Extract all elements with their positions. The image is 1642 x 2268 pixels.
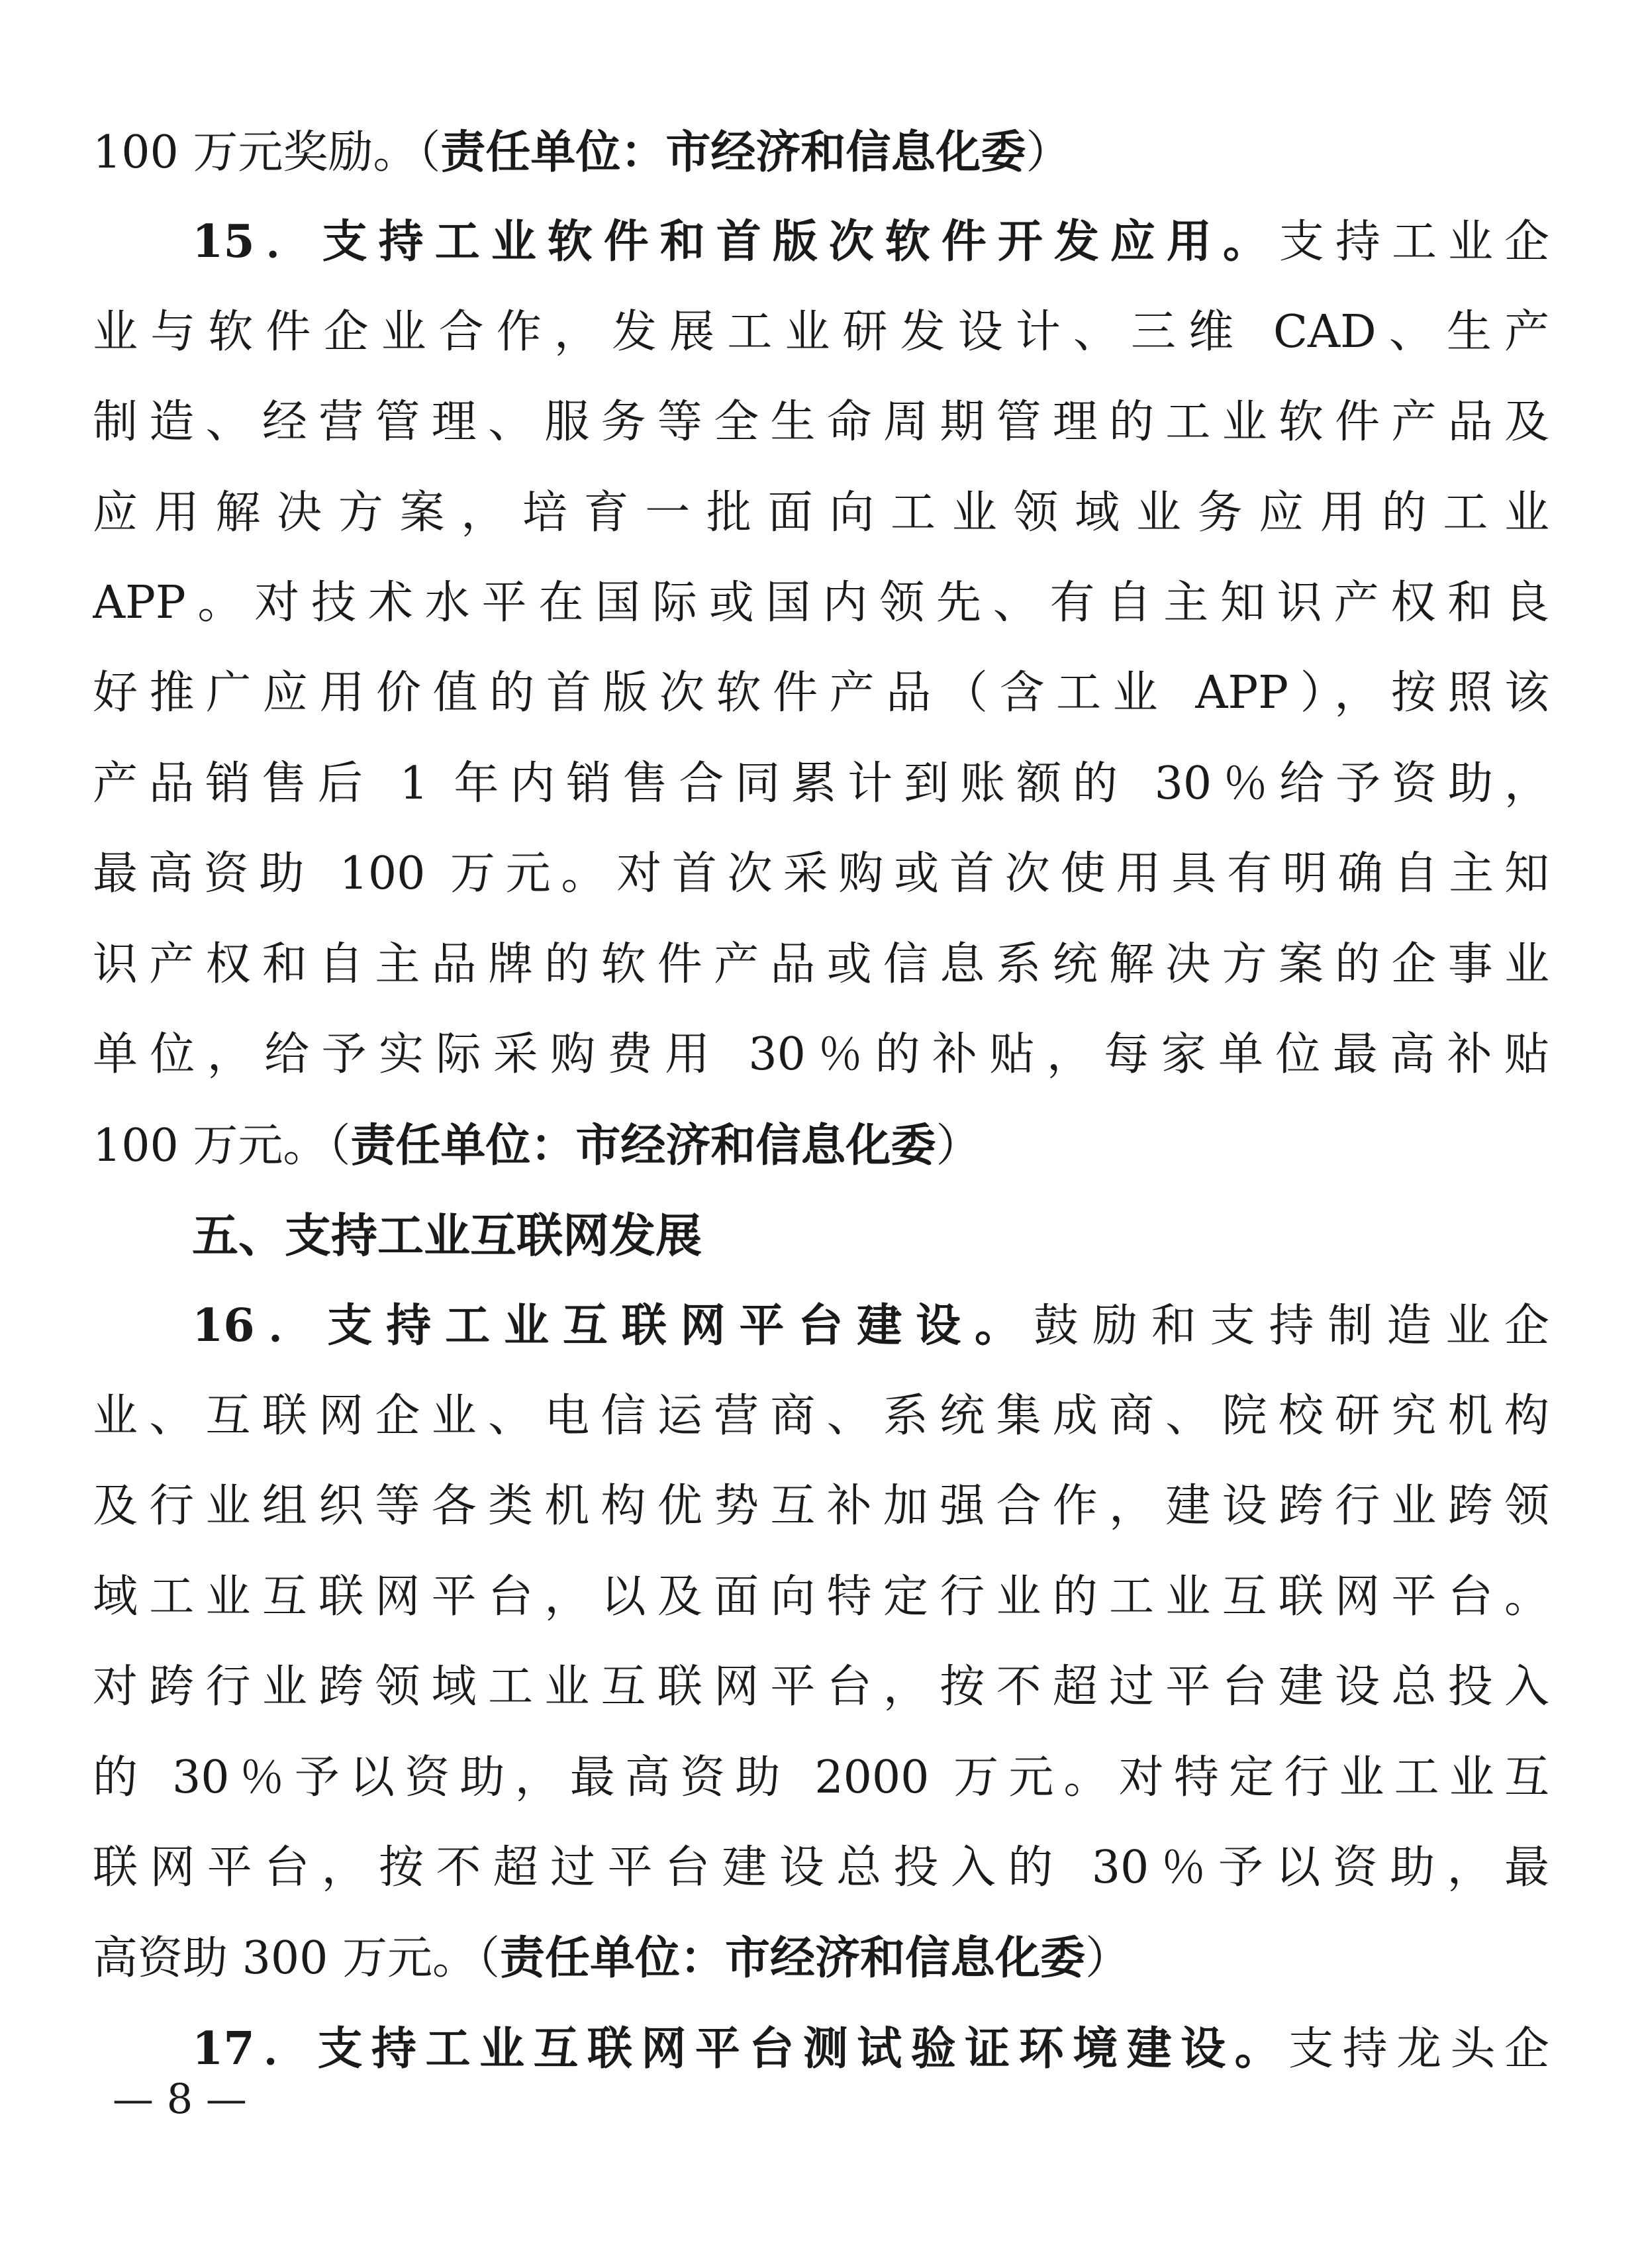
bold-text: 15．支持工业软件和首版次软件开发应用。: [192, 215, 1279, 268]
body-text: 对跨行业跨领域工业互联网平台，按不超过平台建设总投入: [93, 1661, 1549, 1713]
section-heading-5: [93, 1193, 1549, 1279]
text-line-5: [93, 470, 1549, 556]
text-line-9: [93, 831, 1549, 917]
bold-text: 责任单位：市经济和信息化委: [500, 1932, 1086, 1985]
body-text: 业、互联网企业、电信运营商、系统集成商、院校研究机构: [93, 1390, 1549, 1442]
text-line-17: [93, 1554, 1549, 1640]
body-text: 100 万元。（: [93, 1120, 351, 1172]
text-line-21: [93, 1915, 1549, 2001]
bold-text: 责任单位：市经济和信息化委: [350, 1119, 936, 1172]
body-text: APP。对技术水平在国际或国内领先、有自主知识产权和良: [93, 577, 1549, 629]
body-text: 业与软件企业合作，发展工业研发设计、三维 CAD、生产: [93, 306, 1549, 358]
text-line-15: [93, 1373, 1549, 1459]
text-line-3: [93, 289, 1549, 375]
text-line-20: [93, 1825, 1549, 1911]
body-text: 单位，给予实际采购费用 30％的补贴，每家单位最高补贴: [93, 1028, 1549, 1081]
body-text: ）: [1085, 1932, 1131, 1985]
item-15-heading-line: [93, 199, 1549, 285]
item-16-heading-line: [93, 1283, 1549, 1369]
bold-text: 17．支持工业互联网平台测试验证环境建设。: [192, 2022, 1289, 2075]
body-text: 高资助 300 万元。（: [93, 1932, 501, 1985]
text-line-16: [93, 1463, 1549, 1550]
bold-text: 16．支持工业互联网平台建设。: [192, 1299, 1034, 1352]
body-text: 支持工业企: [1279, 216, 1549, 268]
text-line-10: [93, 922, 1549, 1008]
body-text: 产品销售后 1 年内销售合同累计到账额的 30％给予资助，: [93, 758, 1549, 810]
body-text: ）: [936, 1120, 981, 1172]
text-line-18: [93, 1644, 1549, 1730]
bold-text: 五、支持工业互联网发展: [192, 1208, 702, 1263]
item-17-heading-line: [93, 2006, 1549, 2092]
text-line-1: [93, 109, 1549, 195]
text-line-11: [93, 1012, 1549, 1098]
text-line-12: [93, 1103, 1549, 1189]
body-text: 制造、经营管理、服务等全生命周期管理的工业软件产品及: [93, 396, 1549, 448]
text-line-4: [93, 379, 1549, 466]
text-line-6: [93, 560, 1549, 646]
body-text: 最高资助 100 万元。对首次采购或首次使用具有明确自主知: [93, 848, 1549, 900]
body-text: 支持龙头企: [1288, 2023, 1549, 2075]
body-text: 应用解决方案，培育一批面向工业领域业务应用的工业: [93, 487, 1549, 539]
body-text: ）: [1026, 126, 1071, 179]
text-line-7: [93, 650, 1549, 736]
page-number: — 8 —: [113, 2075, 247, 2123]
body-text: 的 30％予以资助，最高资助 2000 万元。对特定行业工业互: [93, 1751, 1549, 1804]
body-text: 及行业组织等各类机构优势互补加强合作，建设跨行业跨领: [93, 1480, 1549, 1532]
text-line-8: [93, 741, 1549, 827]
body-text: 域工业互联网平台，以及面向特定行业的工业互联网平台。: [93, 1571, 1549, 1623]
text-line-19: [93, 1735, 1549, 1821]
body-text: 联网平台，按不超过平台建设总投入的 30％予以资助，最: [93, 1842, 1549, 1894]
body-text: 好推广应用价值的首版次软件产品（含工业 APP），按照该: [93, 667, 1549, 719]
bold-text: 责任单位：市经济和信息化委: [440, 126, 1026, 179]
body-text: 识产权和自主品牌的软件产品或信息系统解决方案的企事业: [93, 938, 1549, 991]
body-text: 鼓励和支持制造业企: [1033, 1300, 1549, 1352]
body-text: 100 万元奖励。（: [93, 126, 441, 179]
